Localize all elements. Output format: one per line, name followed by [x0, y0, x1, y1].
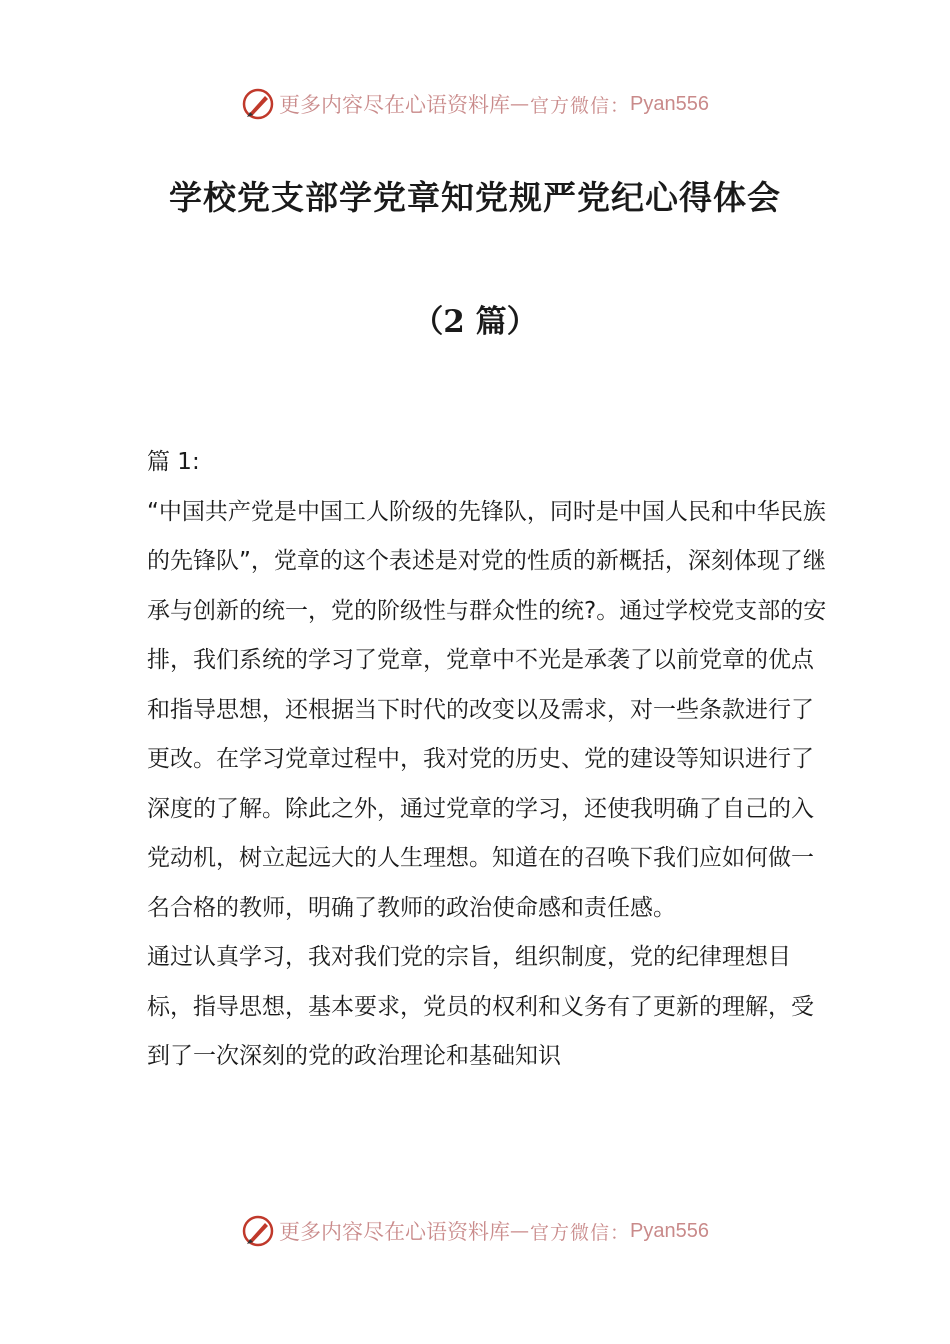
- section-label: 篇 1:: [147, 449, 200, 475]
- watermark-sub-text: 官方微信：: [530, 1221, 631, 1244]
- document-subtitle: （2 篇）: [412, 304, 538, 340]
- watermark-wechat-id: Pyan556: [630, 1219, 709, 1242]
- watermark-wechat-id: Pyan556: [630, 92, 709, 115]
- document-title: 学校党支部学党章知党规严党纪心得体会: [169, 178, 781, 217]
- document-body: [147, 438, 827, 1082]
- watermark-dash: —: [510, 1220, 530, 1242]
- watermark-sub-text: 官方微信：: [530, 94, 631, 117]
- pen-logo-icon: [241, 87, 275, 121]
- header-watermark: [0, 84, 950, 124]
- body-paragraph: “中国共产党是中国工人阶级的先锋队，同时是中国人民和中华民族的先锋队”，党章的这个表述是对党的性质的新概括，深刻体现了继承与创新的统一，党的阶级性与群众性的统?。通过学校党支部的安排，我们系统的学习了党章，党章中不光是承袭了以前党章的优点和指导思想，还根据当下时代的改变以及需求，对一些条款进行了更改。在学习党章过程中，我对党的历史、党的建设等知识进行了深度的了解。除此之外，通过党章的学习，还使我明确了自己的入党动机，树立起远大的人生理想。知道在的召唤下我们应如何做一名合格的教师，明确了教师的政治使命感和责任感。: [147, 498, 827, 921]
- watermark-main-text: 更多内容尽在心语资料库: [279, 1220, 510, 1244]
- body-paragraph: 通过认真学习，我对我们党的宗旨，组织制度，党的纪律理想目标，指导思想，基本要求，党员的权利和义务有了更新的理解，受到了一次深刻的党的政治理论和基础知识: [147, 944, 814, 1069]
- watermark-main-text: 更多内容尽在心语资料库: [279, 93, 510, 117]
- pen-logo-icon: [241, 1214, 275, 1248]
- footer-watermark: [0, 1211, 950, 1251]
- watermark-dash: —: [510, 93, 530, 115]
